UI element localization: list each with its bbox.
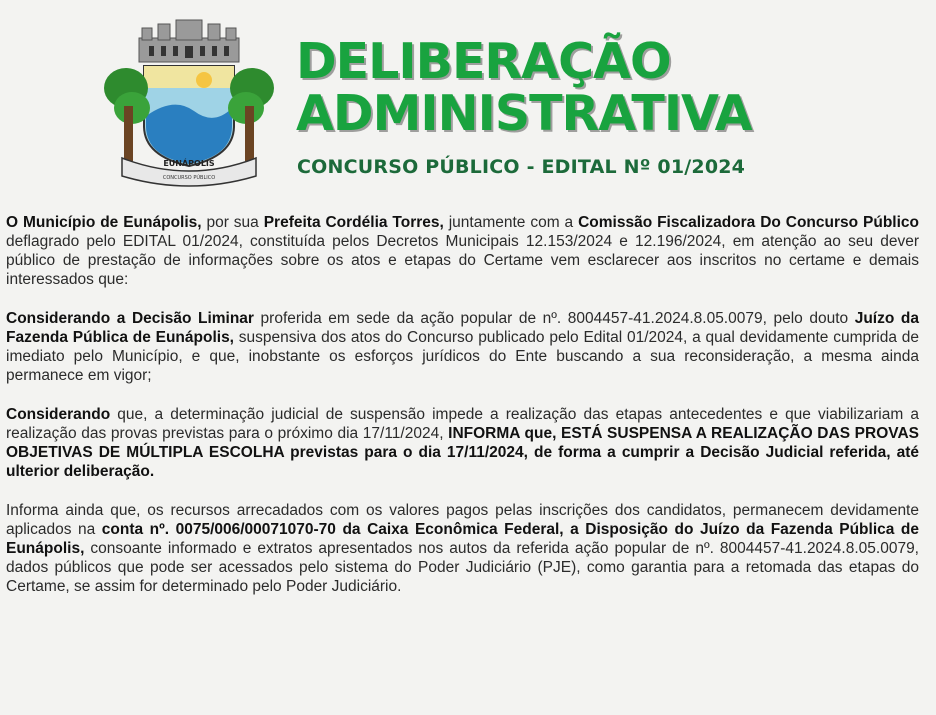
page-title — [296, 33, 752, 142]
crest-banner-text: EUNÁPOLIS — [163, 159, 215, 168]
document-header — [0, 0, 936, 200]
bold-text: conta nº. 0075/006/00071070-70 da Caixa Econômica Federal, a Disposição do Juízo da Fazenda Pública de Eunápolis, — [6, 521, 919, 557]
title-line-1: DELIBERAÇÃO — [296, 33, 671, 90]
paragraph-decision — [6, 309, 919, 385]
title-line-2: ADMINISTRATIVA — [296, 85, 752, 142]
document-body — [6, 213, 919, 616]
page-subtitle: CONCURSO PÚBLICO - EDITAL Nº 01/2024 — [297, 156, 746, 178]
paragraph-funds — [6, 501, 919, 596]
paragraph-suspension — [6, 405, 919, 481]
text: que, a determinação judicial de suspensão impede a realização das etapas antecedentes e que viabilizariam a realização das provas previstas para o próximo dia 17/11/2024, — [6, 406, 919, 442]
municipal-crest-icon — [104, 16, 274, 188]
text: consoante informado e extratos apresentados nos autos da referida ação popular de nº. 8004457-41.2024.8.05.0079, dados públicos que pode ser acessados pelo sistema do Poder Judiciário (PJE), como garantia para a retomada das etapas do Certame, se assim for determinado pelo Poder Judiciário. — [6, 540, 919, 595]
bold-text: Prefeita Cordélia Torres, — [263, 214, 444, 231]
paragraph-intro — [6, 213, 919, 289]
text: por sua — [201, 214, 264, 231]
bold-text: Considerando — [6, 406, 111, 423]
crest-motto-text: CONCURSO PÚBLICO — [162, 175, 216, 181]
text: proferida em sede da ação popular de nº. 8004457-41.2024.8.05.0079, pelo douto — [253, 310, 855, 327]
bold-text: Juízo da Fazenda Pública de Eunápolis, — [6, 310, 919, 346]
bold-text: Comissão Fiscalizadora Do Concurso Público — [578, 214, 919, 231]
bold-text: Considerando a Decisão Liminar — [6, 310, 254, 327]
bold-text: O Município de Eunápolis, — [6, 214, 202, 231]
text: Informa ainda que, os recursos arrecadados com os valores pagos pelas inscrições dos candidatos, permanecem devidamente aplicados na — [6, 502, 919, 538]
text: juntamente com a — [443, 214, 579, 231]
text: deflagrado pelo EDITAL 01/2024, constituída pelos Decretos Municipais 12.153/2024 e 12.196/2024, em atenção ao seu dever público de prestação de informações sobre os atos e etapas do Certame vem esclarecer aos inscritos no certame e demais interessados que: — [6, 233, 919, 288]
bold-text: INFORMA que, ESTÁ SUSPENSA A REALIZAÇÃO DAS PROVAS OBJETIVAS DE MÚLTIPLA ESCOLHA previstas para o dia 17/11/2024, de forma a cumprir a Decisão Judicial referida, até ulterior deliberação. — [6, 425, 919, 480]
text: suspensiva dos atos do Concurso publicado pelo Edital 01/2024, a qual devidamente cumprida de imediato pelo Município, e que, inobstante os esforços jurídicos do Ente buscando a sua reconsideração, a mesma ainda permanece em vigor; — [6, 329, 919, 384]
